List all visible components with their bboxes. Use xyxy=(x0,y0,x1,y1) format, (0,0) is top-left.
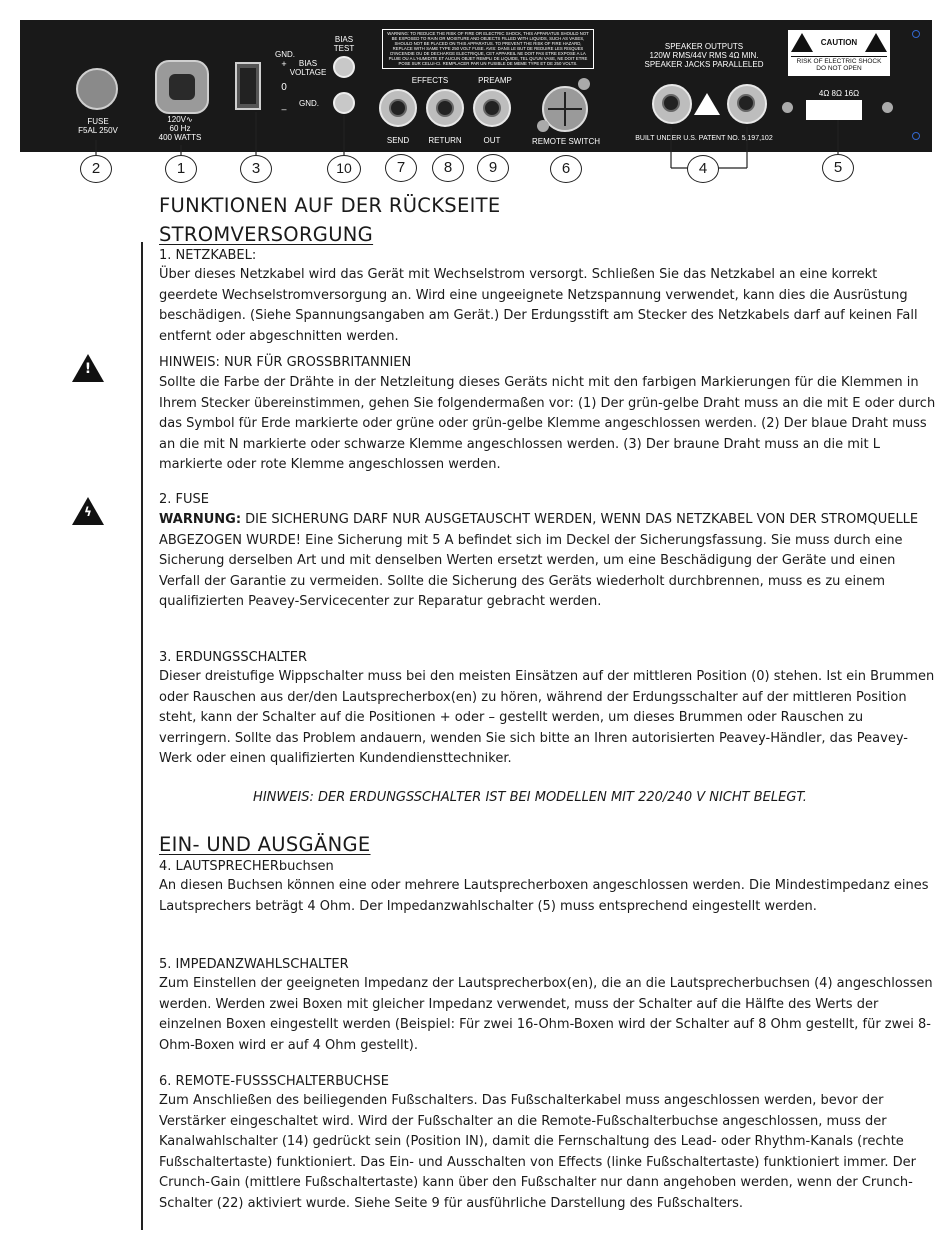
section-heading-power: STROMVERSORGUNG xyxy=(159,223,374,246)
page-title: FUNKTIONEN AUF DER RÜCKSEITE xyxy=(159,194,501,217)
s2-body: DIE SICHERUNG DARF NUR AUSGETAUSCHT WERDEN, WENN DAS NETZKABEL VON DER STROMQUELLE ABGEZOGEN WURDE! Eine Sicherung mit 5 A befindet sich im Deckel der Sicherungsfassung. Sie muss durch eine Sicherung derselben Art und mit denselben Werten ersetzt werden, um eine Beschädigung der Geräte und einen Verfall der Garantie zu vermeiden. Sollte die Sicherung des Geräts wiederholt durchbrennen, muss es zu einem qualifizierten Peavey-Servicecenter zur Reparatur gebracht werden. xyxy=(159,512,919,609)
callout-connectors xyxy=(0,0,950,200)
section-heading-io: EIN- UND AUSGÄNGE xyxy=(159,833,371,856)
send-label: SEND xyxy=(386,136,410,145)
uk-heading: HINWEIS: NUR FÜR GROSSBRITANNIEN xyxy=(159,355,412,370)
effects-label: EFFECTS xyxy=(411,76,449,85)
warning-triangle-icon: ! xyxy=(72,354,104,382)
s4-heading: 4. LAUTSPRECHERbuchsen xyxy=(159,859,334,874)
out-label: OUT xyxy=(483,136,501,145)
caution-sub-label: RISK OF ELECTRIC SHOCK DO NOT OPEN xyxy=(791,56,887,72)
callout-2: 2 xyxy=(80,155,112,183)
s4-text: An diesen Buchsen können eine oder mehrere Lautsprecherboxen angeschlossen werden. Die Mindestimpedanz eines Lautsprechers beträgt 4 Ohm. Der Impedanzwahlschalter (5) muss entsprechend eingestellt werden. xyxy=(159,878,929,914)
ground-zero: 0 xyxy=(281,82,287,93)
s1-heading: 1. NETZKABEL: xyxy=(159,248,257,263)
callout-1: 1 xyxy=(165,155,197,183)
s2-warning-label: WARNUNG: xyxy=(159,512,242,527)
callout-8: 8 xyxy=(432,154,464,182)
bias-gnd-label: GND. xyxy=(299,99,319,108)
lightning-triangle-icon: ϟ xyxy=(72,497,104,525)
s3-heading: 3. ERDUNGSSCHALTER xyxy=(159,650,307,665)
callout-6: 6 xyxy=(550,155,582,183)
ground-minus: – xyxy=(281,104,287,114)
fuse-label: FUSE F5AL 250V xyxy=(78,117,118,135)
s6-text: Zum Anschließen des beiliegenden Fußschalters. Das Fußschalterkabel muss angeschlossen werden, bevor der Verstärker eingeschaltet wird. Wird der Fußschalter an die Remote-Fußschalterbuchse angeschlossen, muss der Kanalwahlschalter (14) gedrückt sein (Position IN), damit die Fernschaltung des Lead- oder Rhythm-Kanals (rechte Fußschaltertaste) funktioniert. Das Ein- und Ausschalten von Effects (linke Fußschaltertaste) funktioniert immer. Der Crunch-Gain (mittlere Fußschaltertaste) kann über den Fußschalter nur dann angehoben werden, wenn der Crunch-Schalter (22) aktiviert wurde. Siehe Seite 9 für ausführliche Darstellung des Fußschalters. xyxy=(159,1093,917,1211)
bias-test-label: BIAS TEST xyxy=(333,35,355,53)
ground-plus: + xyxy=(281,59,287,69)
s3-text: Dieser dreistufige Wippschalter muss bei den meisten Einsätzen auf der mittleren Position (0) stehen. Ist ein Brummen oder Rauschen aus der/den Lautsprecherbox(en) zu hören, während der Erdungsschalter auf der mittleren Position steht, kann der Schalter auf die Positionen + oder – gestellt werden, um dieses Brummen oder Rauschen zu verringern. Sollte das Problem andauern, wenden Sie sich bitte an Ihren autorisierten Peavey-Händler, das Peavey-Werk oder einen qualifizierten Kundendiensttechniker. xyxy=(159,669,935,766)
callout-7: 7 xyxy=(385,154,417,182)
uk-text: Sollte die Farbe der Drähte in der Netzleitung dieses Geräts nicht mit den farbigen Markierungen für die Klemmen in Ihrem Stecker übereinstimmen, gehen Sie folgendermaßen vor: (1) Der grün-gelbe Draht muss an die mit E oder durch das Symbol für Erde markierte oder grüne oder grün-gelbe Klemme angeschlossen werden. (2) Der blaue Draht muss an die mit N markierte oder schwarze Klemme angeschlossen werden. (3) Der braune Draht muss an die mit L markierte oder rote Klemme angeschlossen werden. xyxy=(159,375,936,472)
patent-label: BUILT UNDER U.S. PATENT NO. 5,197,102 xyxy=(635,135,773,142)
s5-heading: 5. IMPEDANZWAHLSCHALTER xyxy=(159,957,349,972)
s2-text xyxy=(159,510,939,613)
s5-text: Zum Einstellen der geeigneten Impedanz der Lautsprecherbox(en), die an die Lautsprecherbuchsen (4) angeschlossen werden. Werden zwei Boxen mit gleicher Impedanz verwendet, muss der Schalter auf die Hälfte des Werts der einzelnen Boxen eingestellt werden (Beispiel: Für zwei 16-Ohm-Boxen wird der Schalter auf 8 Ohm gestellt, für zwei 8-Ohm-Boxen wird er auf 4 Ohm gestellt). xyxy=(159,976,933,1053)
callout-4: 4 xyxy=(687,155,719,183)
s6-heading: 6. REMOTE-FUSSSCHALTERBUCHSE xyxy=(159,1074,389,1089)
ground-label: GND. xyxy=(275,50,295,59)
bias-voltage-label: BIAS VOLTAGE xyxy=(289,59,327,77)
preamp-label: PREAMP xyxy=(478,76,512,85)
callout-3: 3 xyxy=(240,155,272,183)
callout-10: 10 xyxy=(327,155,361,183)
impedance-label: 4Ω 8Ω 16Ω xyxy=(818,89,860,98)
s1-text: Über dieses Netzkabel wird das Gerät mit Wechselstrom versorgt. Schließen Sie das Netzkabel an eine korrekt geerdete Wechselstromversorgung an. Wird eine ungeeignete Netzspannung verwendet, kann dies die Ausrüstung beschädigen. (Siehe Spannungsangaben am Gerät.) Der Erdungsstift am Stecker des Netzkabels darf auf keinen Fall entfernt oder abgeschnitten werden. xyxy=(159,267,918,344)
power-label: 120V∿ 60 Hz 400 WATTS xyxy=(158,115,202,142)
margin-rule xyxy=(141,242,143,1230)
caution-label: CAUTION xyxy=(820,38,858,47)
remote-switch-label: REMOTE SWITCH xyxy=(532,137,600,146)
speaker-outputs-label: SPEAKER OUTPUTS 120W RMS/44V RMS 4Ω MIN. SPEAKER JACKS PARALLELED xyxy=(644,42,764,69)
callout-5: 5 xyxy=(822,154,854,182)
warning-box-text: WARNING: TO REDUCE THE RISK OF FIRE OR ELECTRIC SHOCK, THIS APPARATUS SHOULD NOT BE EXPOSED TO RAIN OR MOISTURE AND OBJECTS FILLED WITH LIQUIDS, SUCH AS VASES, SHOULD NOT BE PLACED ON THIS APPARATUS. TO PREVENT THE RISK OF FIRE HAZARD, REPLACE WITH SAME TYPE 250 VOLT FUSE. AVIS: DANS LE BUT DE REDUIRE LES RISQUES D'INCENDIE OU DE DECHARGE ELECTRIQUE, CET APPAREIL NE DOIT PAS ETRE EXPOSE A LA PLUIE OU A L'HUMIDITE ET AUCUN OBJET REMPLI DE LIQUIDE, TEL QU'UN VASE, NE DOIT ETRE POSE SUR CELUI-CI. REMPLACER PAR UN FUSIBLE DE MEME TYPE ET DE 250 VOLTS. xyxy=(387,31,589,66)
return-label: RETURN xyxy=(428,136,462,145)
s2-heading: 2. FUSE xyxy=(159,492,209,507)
s3-note: HINWEIS: DER ERDUNGSSCHALTER IST BEI MODELLEN MIT 220/240 V NICHT BELEGT. xyxy=(253,790,807,805)
callout-9: 9 xyxy=(477,154,509,182)
